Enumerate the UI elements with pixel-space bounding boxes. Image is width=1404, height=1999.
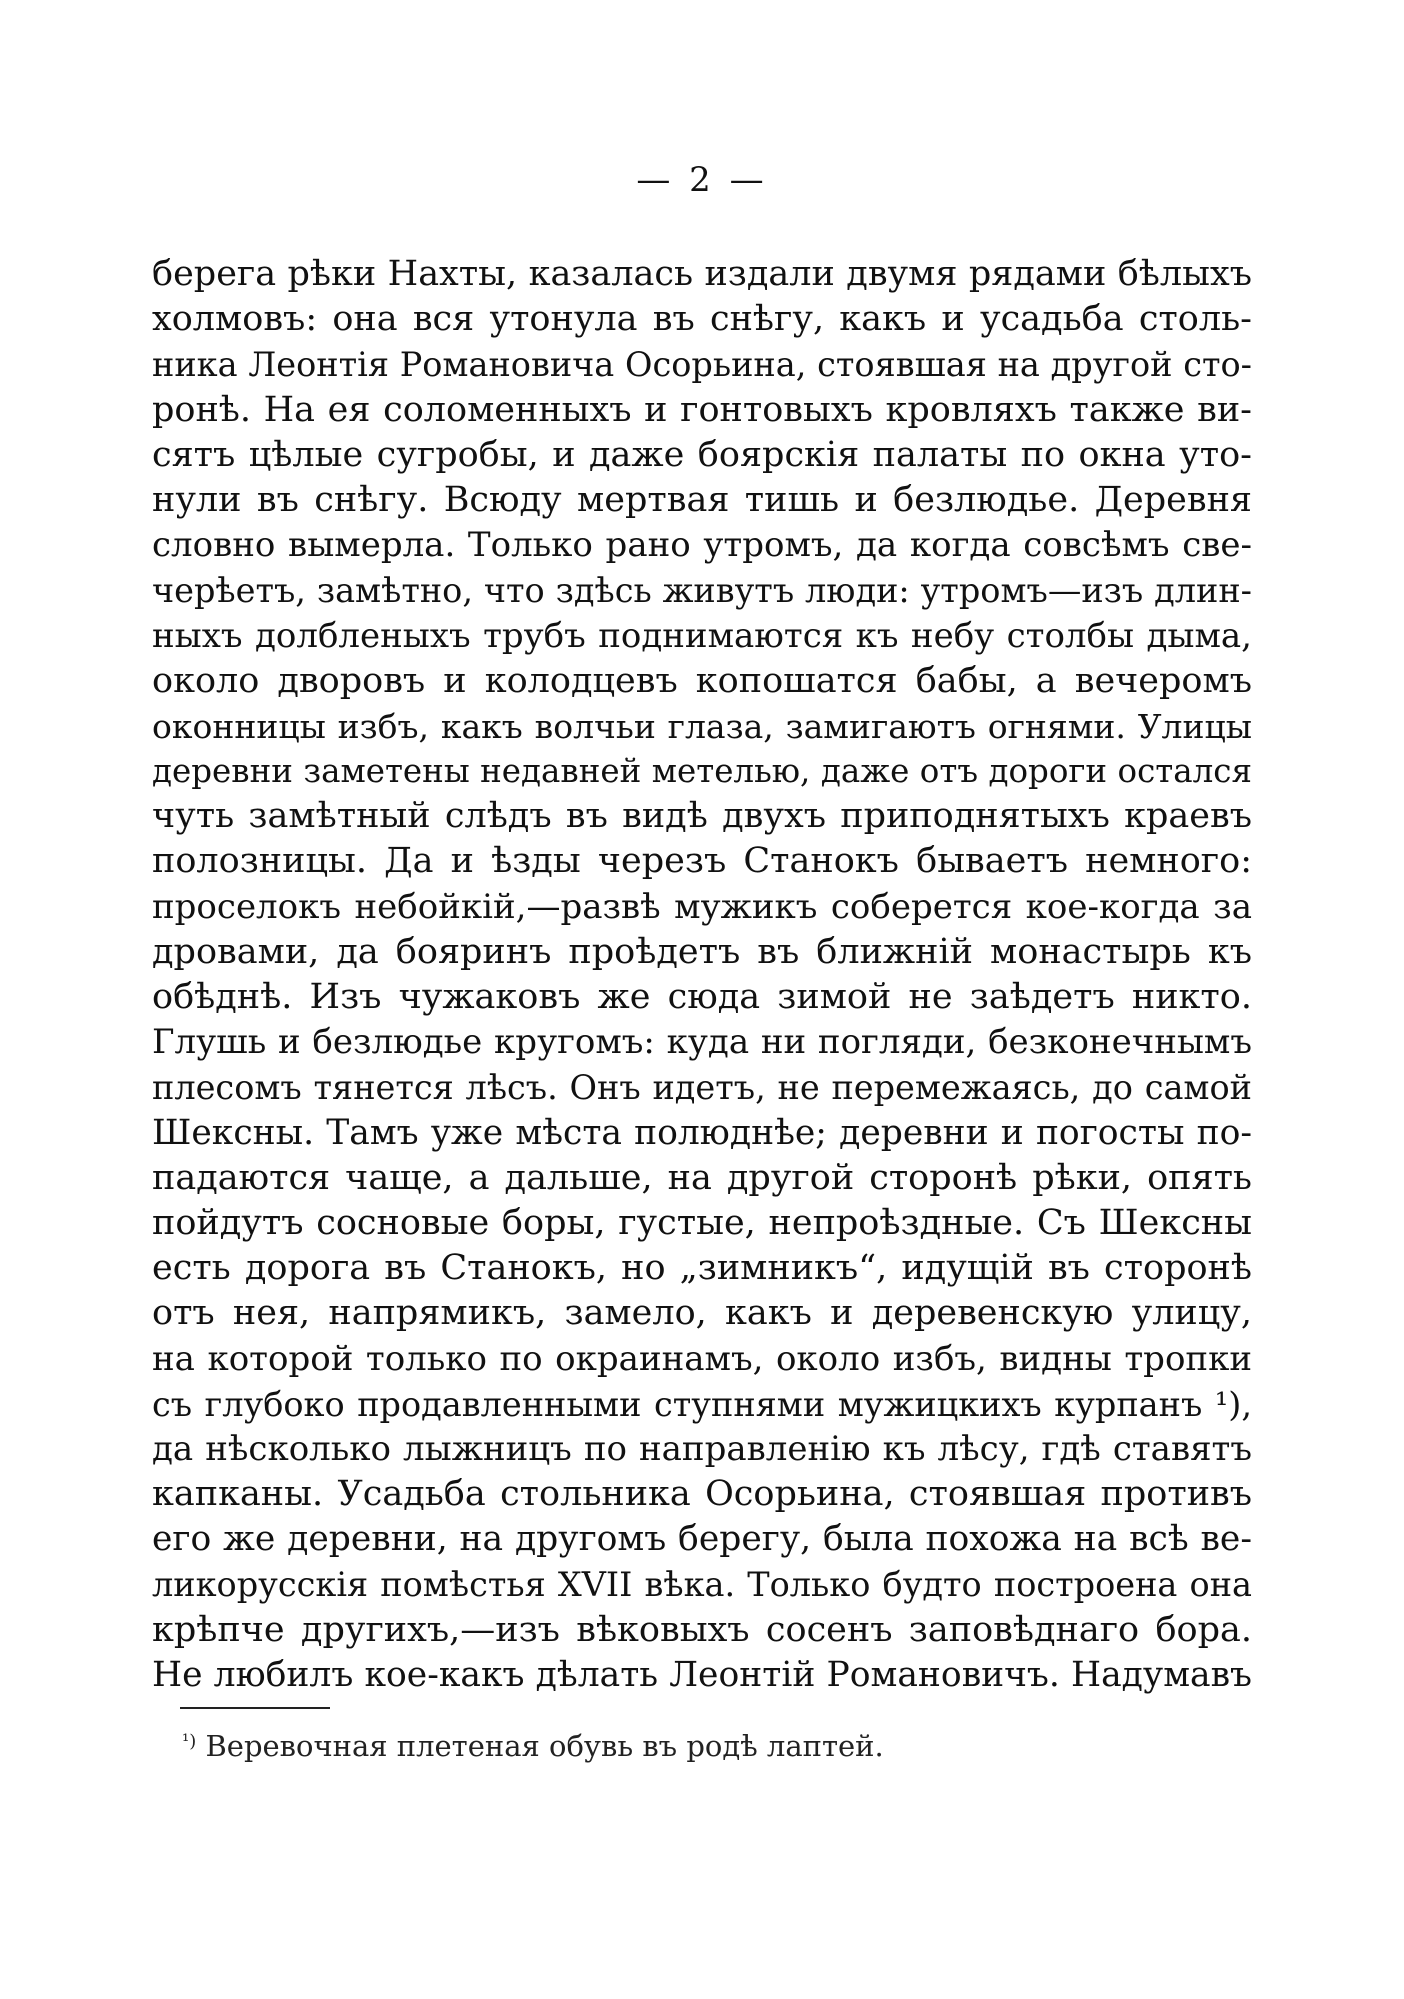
- footnote: [182, 1728, 884, 1764]
- text-line: обѣднѣ. Изъ чужаковъ же сюда зимой не заѣдетъ никто.: [152, 977, 1252, 1017]
- text-line: дровами, да бояринъ проѣдетъ въ ближній монастырь къ: [152, 931, 1252, 972]
- text-line: черѣетъ, замѣтно, что здѣсь живутъ люди: утромъ—изъ длин-: [152, 571, 1252, 611]
- text-line: съ глубоко продавленными ступнями мужицкихъ курпанъ ¹),: [152, 1384, 1252, 1424]
- text-line: нули въ снѣгу. Всюду мертвая тишь и безлюдье. Деревня: [152, 479, 1252, 520]
- footnote-marker: ¹): [182, 1731, 197, 1752]
- footnote-text: Веревочная плетеная обувь въ родѣ лаптей.: [205, 1729, 884, 1763]
- text-line: берега рѣки Нахты, казалась издали двумя рядами бѣлыхъ: [152, 254, 1252, 294]
- text-line: крѣпче другихъ,—изъ вѣковыхъ сосенъ заповѣднаго бора.: [152, 1609, 1252, 1650]
- text-line: ликорусскія помѣстья XVII вѣка. Только будто построена она: [152, 1565, 1252, 1605]
- text-line: падаются чаще, а дальше, на другой сторонѣ рѣки, опять: [152, 1157, 1252, 1198]
- text-line: отъ нея, напрямикъ, замело, какъ и деревенскую улицу,: [152, 1293, 1252, 1334]
- text-line: ныхъ долбленыхъ трубъ поднимаются къ небу столбы дыма,: [152, 615, 1252, 656]
- text-line: есть дорога въ Станокъ, но „зимникъ“, идущій въ сторонѣ: [152, 1248, 1252, 1289]
- body-text: [152, 252, 1252, 1698]
- text-line: чуть замѣтный слѣдъ въ видѣ двухъ приподнятыхъ краевъ: [152, 796, 1252, 837]
- text-line: Не любилъ кое-какъ дѣлать Леонтій Романовичъ. Надумавъ: [152, 1654, 1252, 1695]
- text-line: плесомъ тянется лѣсъ. Онъ идетъ, не перемежаясь, до самой: [152, 1068, 1252, 1108]
- page-number: — 2 —: [636, 160, 768, 200]
- text-line: ника Леонтія Романовича Осорьина, стоявшая на другой сто-: [152, 345, 1252, 385]
- footnote-divider: [180, 1707, 330, 1709]
- text-line: словно вымерла. Только рано утромъ, да когда совсѣмъ све-: [152, 525, 1252, 566]
- text-line: ронѣ. На ея соломенныхъ и гонтовыхъ кровляхъ также ви-: [152, 389, 1252, 430]
- text-line: сятъ цѣлые сугробы, и даже боярскія палаты по окна уто-: [152, 434, 1252, 475]
- text-line: полозницы. Да и ѣзды черезъ Станокъ бываетъ немного:: [152, 841, 1252, 882]
- text-line: на которой только по окраинамъ, около избъ, видны тропки: [152, 1338, 1252, 1379]
- text-line: холмовъ: она вся утонула въ снѣгу, какъ и усадьба столь-: [152, 299, 1252, 340]
- text-line: деревни заметены недавней метелью, даже отъ дороги остался: [152, 752, 1252, 791]
- text-line: да нѣсколько лыжницъ по направленію къ лѣсу, гдѣ ставятъ: [152, 1428, 1252, 1469]
- text-line: пойдутъ сосновые боры, густые, непроѣздные. Съ Шексны: [152, 1202, 1252, 1243]
- text-line: Глушь и безлюдье кругомъ: куда ни погляди, безконечнымъ: [152, 1022, 1252, 1063]
- text-line: около дворовъ и колодцевъ копошатся бабы, а вечеромъ: [152, 660, 1252, 701]
- text-line: оконницы избъ, какъ волчьи глаза, замигаютъ огнями. Улицы: [152, 706, 1252, 746]
- text-line: проселокъ небойкій,—развѣ мужикъ соберется кое-когда за: [152, 886, 1252, 927]
- text-line: Шексны. Тамъ уже мѣста полюднѣе; деревни и погосты по-: [152, 1112, 1252, 1153]
- text-line: капканы. Усадьба стольника Осорьина, стоявшая противъ: [152, 1474, 1252, 1515]
- text-line: его же деревни, на другомъ берегу, была похожа на всѣ ве-: [152, 1519, 1252, 1560]
